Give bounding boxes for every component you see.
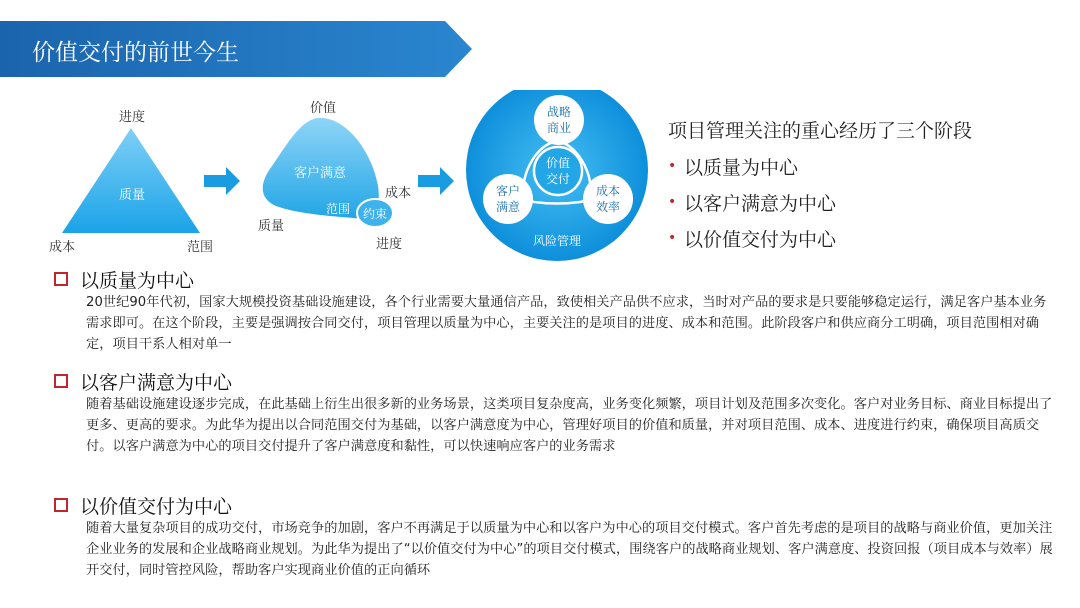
label-strategy: 战略商业 xyxy=(546,105,572,135)
strategy-circle xyxy=(534,95,584,145)
section-quality xyxy=(54,266,1054,355)
quality-triangle xyxy=(62,128,200,233)
customer-circle xyxy=(483,174,533,224)
label-value-delivery: 价值交付 xyxy=(545,156,571,186)
label-schedule-2: 进度 xyxy=(375,237,403,252)
label-cost-2: 成本 xyxy=(384,186,412,201)
label-value: 价值 xyxy=(309,101,337,116)
label-efficiency: 成本效率 xyxy=(595,184,621,214)
section-value xyxy=(54,492,1054,581)
label-customer-satisfaction: 客户满意 xyxy=(293,166,347,181)
section-customer xyxy=(54,368,1054,457)
value-core-circle xyxy=(534,147,582,195)
bullet-icon: • xyxy=(668,194,677,210)
label-scope-2: 范围 xyxy=(325,202,351,216)
bullet-icon: • xyxy=(668,158,677,174)
summary-item: • 以客户满意为中心 xyxy=(684,189,972,216)
label-quality-2: 质量 xyxy=(257,219,285,234)
summary-item: • 以质量为中心 xyxy=(684,153,972,180)
section-title: 以价值交付为中心 xyxy=(80,495,233,518)
arrow-right-icon xyxy=(204,167,240,195)
section-body: 随着基础设施建设逐步完成，在此基础上衍生出很多新的业务场景，这类项目复杂度高，业务变化频繁，项目计划及范围多次变化。客户对业务目标、商业目标提出了更多、更高的要求。为此华为提出以合同范围交付为基础，以客户满意度为中心，管理好项目的价值和质量，并对项目范围、成本、进度进行约束，确保项目高质交付。以客户满意为中心的项目交付提升了客户满意度和黏性，可以快速响应客户的业务需求 xyxy=(86,397,1053,454)
section-body: 随着大量复杂项目的成功交付，市场竞争的加剧，客户不再满足于以质量为中心和以客户为中心的项目交付模式。客户首先考虑的是项目的战略与商业价值，更加关注企业业务的发展和企业战略商业规划。为此华为提出了“以价值交付为中心”的项目交付模式，围绕客户的战略商业规划、客户满意度、投资回报（项目成本与效率）展开交付，同时管控风险，帮助客户实现商业价值的正向循环 xyxy=(86,521,1053,578)
page-title: 价值交付的前世今生 xyxy=(32,40,239,66)
arrow-right-icon xyxy=(418,167,454,195)
summary-title: 项目管理关注的重心经历了三个阶段 xyxy=(668,120,973,142)
summary-item: • 以价值交付为中心 xyxy=(684,225,972,252)
section-body: 20世纪90年代初，国家大规模投资基础设施建设，各个行业需要大量通信产品，致使相关产品供不应求，当时对产品的要求是只要能够稳定运行，满足客户基本业务需求即可。在这个阶段，主要是强调按合同交付，项目管理以质量为中心，主要关注的是项目的进度、成本和范围。此阶段客户和供应商分工明确，项目范围相对确定，项目干系人相对单一 xyxy=(86,295,1047,352)
efficiency-circle xyxy=(583,174,633,224)
label-risk: 风险管理 xyxy=(532,234,582,248)
checkbox-square-icon xyxy=(54,272,68,286)
label-scope: 范围 xyxy=(186,240,214,255)
label-constraint: 约束 xyxy=(362,207,388,221)
bullet-icon: • xyxy=(668,230,677,246)
label-schedule: 进度 xyxy=(118,110,146,125)
label-customer: 客户满意 xyxy=(495,184,521,214)
summary xyxy=(668,116,972,261)
checkbox-square-icon xyxy=(54,374,68,388)
checkbox-square-icon xyxy=(54,498,68,512)
label-quality: 质量 xyxy=(118,188,146,203)
label-cost: 成本 xyxy=(48,240,76,255)
section-title: 以客户满意为中心 xyxy=(80,371,233,394)
evolution-diagram xyxy=(0,90,650,270)
section-title: 以质量为中心 xyxy=(80,269,195,292)
